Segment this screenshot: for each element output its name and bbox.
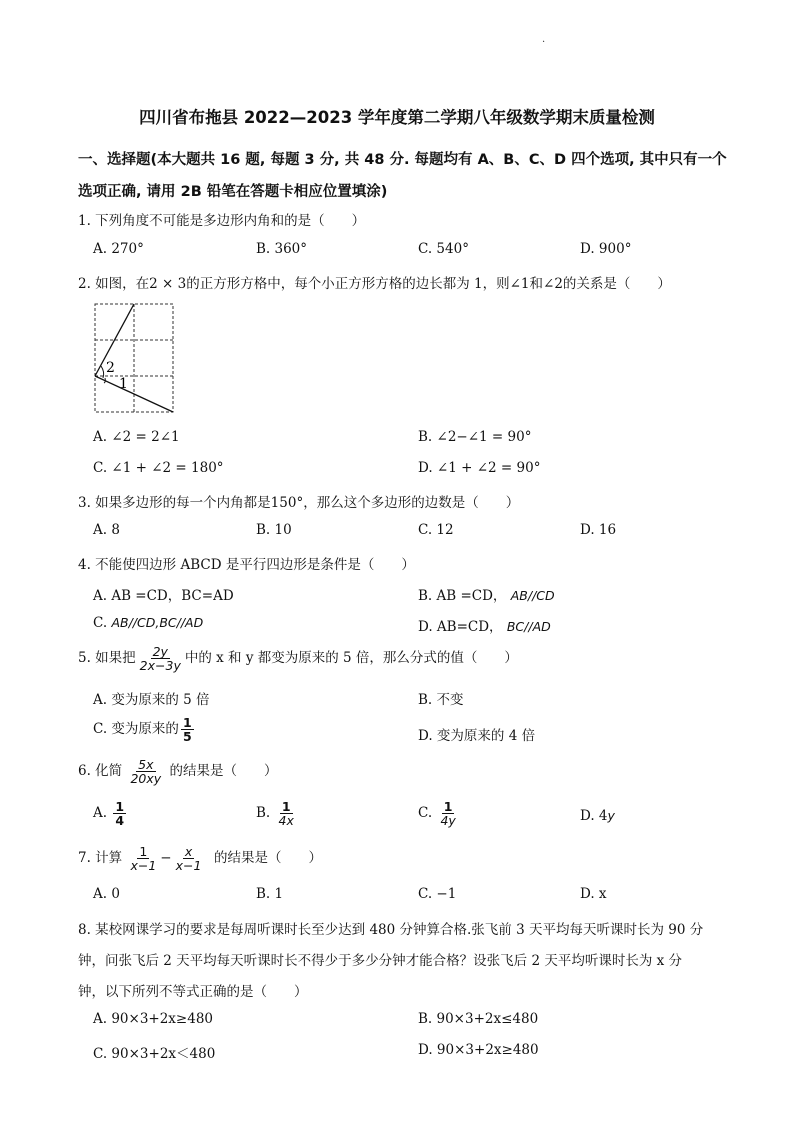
q6-option-c-label: C. [418, 805, 433, 821]
q7-stem-suffix: 的结果是（ ） [214, 850, 323, 866]
q8-stem-line1: 8. 某校网课学习的要求是每周听课时长至少达到 480 分钟算合格.张飞前 3 天平均每天听课时长为 90 分 [78, 922, 704, 938]
q4-option-b [418, 584, 555, 604]
q7-fraction-1 [128, 845, 158, 872]
q5-option-c-fraction [181, 716, 194, 743]
q2-angle2-label: 2 [106, 360, 115, 376]
q4-option-a: A. AB =CD，BC=AD [93, 588, 234, 604]
q7-fraction-1-denominator: x−1 [130, 858, 157, 873]
page-title: 四川省布拖县 2022—2023 学年度第二学期八年级数学期末质量检测 [139, 108, 655, 127]
q5-option-c-denominator: 5 [182, 729, 192, 744]
q6-option-b-label: B. [256, 805, 271, 821]
q5-stem-prefix: 5. 如果把 [78, 650, 136, 666]
q5-option-d: D. 变为原来的 4 倍 [418, 728, 536, 744]
q5-fraction-numerator: 2y [152, 644, 168, 659]
q3-option-d: D. 16 [580, 522, 617, 538]
q7-option-c: C. −1 [418, 886, 457, 902]
q6-fraction-denominator: 20xy [130, 771, 162, 786]
q5-option-c-numerator: 1 [182, 715, 192, 730]
q2-option-a: A. ∠2 = 2∠1 [93, 429, 180, 445]
q5-option-c-text: C. 变为原来的 [93, 721, 179, 737]
q7-option-a: A. 0 [93, 886, 120, 902]
q2-option-c: C. ∠1 + ∠2 = 180° [93, 460, 224, 476]
section-heading-line1: 一、选择题(本大题共 16 题, 每题 3 分, 共 48 分. 每题均有 A、B、C、D 四个选项, 其中只有一个 [78, 152, 727, 168]
q4-option-c [93, 615, 203, 631]
q6-option-c [418, 800, 460, 827]
q7-fraction-2-denominator: x−1 [175, 858, 202, 873]
q6-stem [78, 758, 277, 785]
q6-fraction [128, 758, 163, 785]
q6-option-a [93, 800, 128, 827]
q6-option-c-denominator: 4y [440, 813, 456, 828]
q8-option-a: A. 90×3+2x≥480 [93, 1011, 214, 1027]
section-heading-line2: 选项正确, 请用 2B 铅笔在答题卡相应位置填涂) [78, 184, 388, 200]
q5-fraction [138, 645, 183, 672]
q1-option-b: B. 360° [256, 241, 308, 257]
q6-option-b [256, 800, 298, 827]
q4-stem: 4. 不能使四边形 ABCD 是平行四边形是条件是（ ） [78, 557, 415, 573]
q5-option-a: A. 变为原来的 5 倍 [93, 692, 210, 708]
q6-option-b-numerator: 1 [281, 799, 291, 814]
q6-option-c-fraction [438, 800, 457, 827]
q4-option-d-math: BC//AD [506, 619, 551, 634]
q1-stem: 1. 下列角度不可能是多边形内角和的是（ ） [78, 213, 366, 229]
q3-option-a: A. 8 [93, 522, 120, 538]
q6-option-a-fraction [113, 800, 126, 827]
q5-stem-suffix: 中的 x 和 y 都变为原来的 5 倍，那么分式的值（ ） [184, 650, 518, 666]
q4-option-c-text: C. [93, 615, 112, 631]
q7-option-d: D. x [580, 886, 607, 902]
q4-option-b-text: B. AB =CD， [418, 588, 507, 604]
q8-stem-line3: 钟，以下所列不等式正确的是（ ） [78, 984, 308, 1000]
q6-stem-suffix: 的结果是（ ） [169, 763, 278, 779]
q6-fraction-numerator: 5x [138, 757, 154, 772]
q3-stem: 3. 如果多边形的每一个内角都是150°，那么这个多边形的边数是（ ） [78, 495, 520, 511]
q6-stem-prefix: 6. 化简 [78, 763, 123, 779]
q4-option-d [418, 615, 551, 635]
q7-stem [78, 845, 322, 872]
q8-option-c: C. 90×3+2x＜480 [93, 1046, 216, 1062]
q6-option-d-var: y [607, 808, 615, 823]
q7-fraction-2-numerator: x [184, 844, 193, 859]
q7-minus: − [160, 850, 172, 866]
q2-option-b: B. ∠2−∠1 = 90° [418, 429, 532, 445]
q3-option-b: B. 10 [256, 522, 292, 538]
q2-option-d: D. ∠1 + ∠2 = 90° [418, 460, 541, 476]
q4-option-d-text: D. AB=CD， [418, 619, 503, 635]
q6-option-b-fraction [277, 800, 296, 827]
q6-option-b-denominator: 4x [278, 813, 294, 828]
q2-angle1-label: 1 [119, 376, 128, 392]
q7-option-b: B. 1 [256, 886, 284, 902]
q5-option-b: B. 不变 [418, 692, 464, 708]
q5-fraction-denominator: 2x−3y [139, 658, 181, 673]
q6-option-d-text: D. 4 [580, 808, 608, 824]
q6-option-a-numerator: 1 [115, 799, 125, 814]
q5-option-c [93, 716, 196, 743]
q6-option-c-numerator: 1 [443, 799, 453, 814]
q8-option-b: B. 90×3+2x≤480 [418, 1011, 539, 1027]
q6-option-d [580, 808, 615, 824]
q3-option-c: C. 12 [418, 522, 454, 538]
q6-option-a-denominator: 4 [115, 813, 125, 828]
header-mark: . [542, 34, 546, 45]
q8-option-d: D. 90×3+2x≥480 [418, 1042, 539, 1058]
q7-fraction-2 [174, 845, 204, 872]
q8-stem-line2: 钟，问张飞后 2 天平均每天听课时长不得少于多少分钟才能合格？设张飞后 2 天平均听课时长为 x 分 [78, 953, 683, 969]
q1-option-d: D. 900° [580, 241, 632, 257]
q4-option-b-math: AB//CD [510, 588, 555, 603]
q2-stem: 2. 如图，在2 × 3的正方形方格中，每个小正方形方格的边长都为 1，则∠1和∠2的关系是（ ） [78, 276, 671, 292]
q4-option-c-math: AB//CD,BC//AD [111, 615, 204, 630]
q1-option-a: A. 270° [93, 241, 144, 257]
q7-fraction-1-numerator: 1 [139, 844, 148, 859]
q1-option-c: C. 540° [418, 241, 469, 257]
q6-option-a-label: A. [93, 805, 108, 821]
q7-stem-prefix: 7. 计算 [78, 850, 123, 866]
q5-stem [78, 645, 518, 672]
q2-grid-figure [93, 302, 183, 418]
